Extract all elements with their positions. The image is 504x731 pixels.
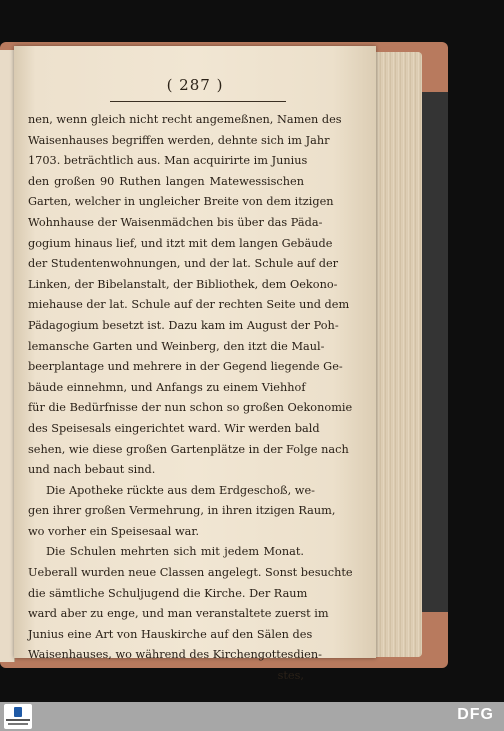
book-page bbox=[14, 46, 376, 683]
text-line: Die Apotheke rückte aus dem Erdgeschoß, we- bbox=[46, 483, 315, 497]
text-line: bäude einnehmn, und Anfangs zu einem Viehhof bbox=[28, 380, 306, 394]
text-line: die sämtliche Schuljugend die Kirche. Der Raum bbox=[28, 586, 308, 600]
text-line: wo vorher ein Speisesaal war. bbox=[28, 524, 200, 538]
catchword: stes, bbox=[277, 669, 304, 683]
text-line: lemansche Garten und Weinberg, den itzt die Maul- bbox=[28, 339, 325, 353]
text-line: 1703. beträchtlich aus. Man acquirirte im Junius bbox=[28, 154, 308, 168]
text-line: für die Bedürfnisse der nun schon so großen Oekonomie bbox=[28, 401, 353, 415]
text-line: der Studentenwohnungen, und der lat. Schule auf der bbox=[28, 257, 339, 271]
text-line: ward aber zu enge, und man veranstaltete zuerst im bbox=[28, 607, 329, 621]
facing-page-edge bbox=[0, 50, 15, 662]
text-line: Junius eine Art von Hauskirche auf den Sälen des bbox=[28, 627, 313, 641]
page-body bbox=[28, 110, 353, 687]
text-line: Garten, welcher in ungleicher Breite von dem itzigen bbox=[28, 195, 334, 209]
text-line: Ueberall wurden neue Classen angelegt. Sonst besuchte bbox=[28, 566, 353, 580]
text-line: Waisenhauses begriffen werden, dehnte sich im Jahr bbox=[28, 133, 330, 147]
page-number: ( 287 ) bbox=[166, 76, 224, 94]
library-logo-icon[interactable] bbox=[4, 704, 32, 729]
text-line: Pädagogium besetzt ist. Dazu kam im August der Poh- bbox=[28, 318, 339, 332]
text-line: beerplantage und mehrere in der Gegend liegende Ge- bbox=[28, 360, 343, 374]
text-line: miehause der lat. Schule auf der rechten Seite und dem bbox=[28, 298, 350, 312]
text-line: gogium hinaus lief, und itzt mit dem langen Gebäude bbox=[28, 236, 333, 250]
dfg-logo[interactable]: DFG bbox=[457, 706, 494, 723]
page-block-edges bbox=[372, 52, 422, 657]
text-line: Wohnhause der Waisenmädchen bis über das Päda- bbox=[28, 215, 323, 229]
text-line: den großen 90 Ruthen langen Matewessischen bbox=[28, 174, 304, 188]
book-spine-shadow bbox=[418, 92, 448, 612]
text-line: gen ihrer großen Vermehrung, in ihren itzigen Raum, bbox=[28, 504, 336, 518]
text-line: des Speisesals eingerichtet ward. Wir werden bald bbox=[28, 421, 320, 435]
text-line: Linken, der Bibelanstalt, der Bibliothek, dem Oekono- bbox=[28, 277, 338, 291]
text-line: Waisenhauses, wo während des Kirchengottesdien- bbox=[28, 648, 322, 662]
header-rule bbox=[110, 101, 286, 102]
viewer-footer-bar bbox=[0, 702, 504, 731]
text-line: Die Schulen mehrten sich mit jedem Monat. bbox=[46, 545, 304, 559]
text-line: sehen, wie diese großen Gartenplätze in der Folge nach bbox=[28, 442, 349, 456]
text-line: und nach bebaut sind. bbox=[28, 463, 156, 477]
text-line: nen, wenn gleich nicht recht angemeßnen, Namen des bbox=[28, 113, 342, 126]
